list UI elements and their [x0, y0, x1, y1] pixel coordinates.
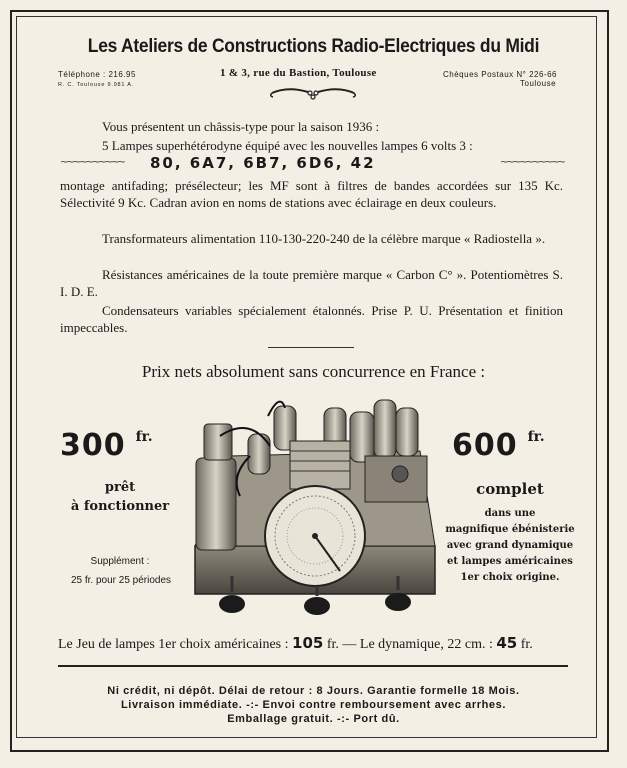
lamps-label: Le Jeu de lampes 1er choix américaines : — [58, 637, 289, 652]
right-desc-3: avec grand dynamique — [446, 540, 574, 551]
features-paragraph: montage antifading; présélecteur; les MF sont à filtres de bandes accordées sur 135 Kc. Sélectivité 9 Kc. Cadran avion en noms de stations avec éclairage en deux couleurs. — [60, 178, 563, 210]
resistances-paragraph: Résistances américaines de la toute première marque « Carbon C° ». Potentiomètres S. I. D. E. — [60, 267, 563, 299]
postal-cheques-city: Toulouse — [520, 79, 557, 88]
left-price-unit: fr. — [135, 429, 153, 445]
phone-number: Téléphone : 216.95 — [58, 70, 136, 79]
right-desc-4: et lampes américaines — [447, 556, 573, 567]
intro-line-2: 5 Lampes superhétérodyne équipé avec les nouvelles lampes 6 volts 3 : — [102, 138, 473, 153]
company-address: 1 & 3, rue du Bastion, Toulouse — [220, 67, 377, 79]
lamps-price: 105 — [292, 634, 324, 652]
condensers-paragraph: Condensateurs variables spécialement étalonnés. Prise P. U. Présentation et finition impeccables. — [60, 303, 563, 335]
right-label: complet — [476, 480, 544, 498]
supplement-label: Supplément : — [90, 556, 150, 567]
postal-cheques: Chèques Postaux N° 226-66 — [443, 70, 557, 79]
trade-register: R. C. Toulouse 9.981 A. — [58, 82, 135, 88]
footer-line-2: Livraison immédiate. -:- Envoi contre remboursement avec arrhes. — [120, 699, 506, 711]
speaker-price: 45 — [496, 634, 518, 652]
ornament-icon — [268, 84, 358, 102]
right-desc-2: magnifique ébénisterie — [445, 524, 575, 535]
right-price-value: 600 — [452, 428, 518, 463]
wave-ornament-right: ~~~~~~~~~~ — [500, 157, 564, 168]
left-label-1: prêt — [104, 480, 136, 495]
lamps-unit: fr. — — [326, 637, 357, 652]
company-title: Les Ateliers de Constructions Radio-Electriques du Midi — [87, 36, 540, 57]
speaker-label: Le dynamique, 22 cm. : — [359, 637, 493, 652]
radio-chassis-illustration — [190, 396, 440, 621]
left-price — [60, 428, 190, 463]
right-desc-5: 1er choix origine. — [460, 572, 560, 583]
footer-divider — [58, 665, 568, 667]
left-label-2: à fonctionner — [70, 499, 170, 514]
speaker-unit: fr. — [520, 637, 533, 652]
supplement-text: 25 fr. pour 25 périodes — [70, 575, 172, 586]
extras-line — [58, 634, 578, 653]
right-price — [452, 428, 582, 463]
intro-line-1: Vous présentent un châssis-type pour la saison 1936 : — [102, 119, 380, 134]
left-price-value: 300 — [60, 428, 126, 463]
tube-list: 80, 6A7, 6B7, 6D6, 42 — [150, 154, 376, 172]
transformers-paragraph: Transformateurs alimentation 110-130-220-240 de la célèbre marque « Radiostella ». — [102, 231, 546, 246]
wave-ornament-left: ~~~~~~~~~~ — [60, 157, 124, 168]
price-headline: Prix nets absolument sans concurrence en France : — [141, 362, 486, 381]
footer-line-1: Ni crédit, ni dépôt. Délai de retour : 8 Jours. Garantie formelle 18 Mois. — [107, 685, 520, 697]
right-desc-1: dans une — [484, 508, 536, 519]
section-divider — [268, 347, 354, 348]
footer-line-3: Emballage gratuit. -:- Port dû. — [227, 713, 400, 725]
right-price-unit: fr. — [527, 429, 545, 445]
